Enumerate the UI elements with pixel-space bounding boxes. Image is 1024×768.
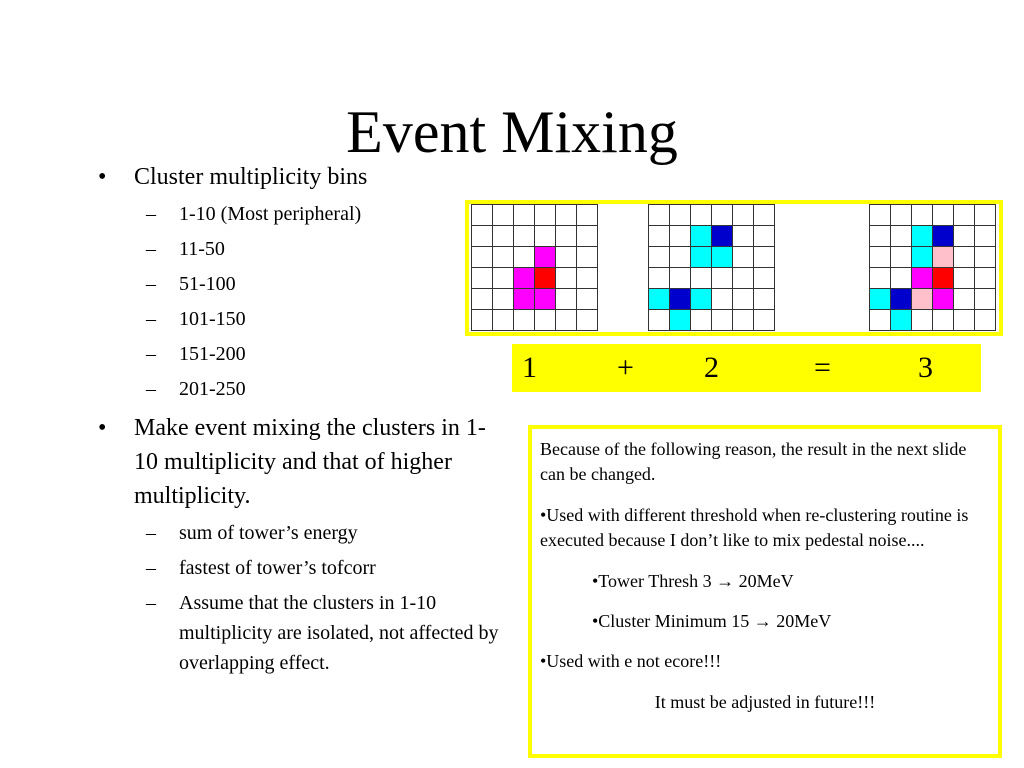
note-box <box>528 425 1002 758</box>
blue-tower <box>933 226 954 247</box>
empty-tower <box>975 205 996 226</box>
equation-result: 3 <box>918 351 933 384</box>
empty-tower <box>514 310 535 331</box>
pink-tower <box>912 289 933 310</box>
empty-tower <box>933 205 954 226</box>
magenta-tower <box>933 289 954 310</box>
empty-tower <box>754 247 775 268</box>
empty-tower <box>535 226 556 247</box>
empty-tower <box>870 247 891 268</box>
empty-tower <box>891 268 912 289</box>
empty-tower <box>954 268 975 289</box>
empty-tower <box>712 289 733 310</box>
dash-marker: – <box>146 592 156 614</box>
cyan-tower <box>912 247 933 268</box>
equation-term-1: 1 <box>522 351 537 384</box>
empty-tower <box>514 226 535 247</box>
empty-tower <box>670 268 691 289</box>
tower-grid-mixed-event <box>869 204 996 331</box>
empty-tower <box>870 310 891 331</box>
empty-tower <box>649 205 670 226</box>
bullet-marker: • <box>98 164 107 190</box>
empty-tower <box>912 310 933 331</box>
empty-tower <box>649 310 670 331</box>
empty-tower <box>493 289 514 310</box>
sub-bullet-item <box>96 234 506 264</box>
empty-tower <box>691 205 712 226</box>
cyan-tower <box>912 226 933 247</box>
empty-tower <box>733 310 754 331</box>
dash-marker: – <box>146 378 156 400</box>
empty-tower <box>472 268 493 289</box>
sub-bullet-text: 151-200 <box>179 343 246 365</box>
empty-tower <box>670 205 691 226</box>
empty-tower <box>954 205 975 226</box>
empty-tower <box>556 247 577 268</box>
empty-tower <box>493 310 514 331</box>
empty-tower <box>493 205 514 226</box>
bullet-item <box>96 411 506 513</box>
red-tower <box>933 268 954 289</box>
sub-bullet-text: Assume that the clusters in 1-10 multiplicity are isolated, not affected by overlapping effect. <box>179 592 499 674</box>
empty-tower <box>556 289 577 310</box>
empty-tower <box>493 268 514 289</box>
empty-tower <box>472 205 493 226</box>
cyan-tower <box>670 310 691 331</box>
note-paragraph: Because of the following reason, the result in the next slide can be changed. <box>540 439 967 484</box>
note-paragraph: •Used with different threshold when re-clustering routine is executed because I don’t like to mix pedestal noise.... <box>540 505 969 550</box>
empty-tower <box>954 226 975 247</box>
empty-tower <box>649 247 670 268</box>
cyan-tower <box>691 247 712 268</box>
dash-marker: – <box>146 308 156 330</box>
dash-marker: – <box>146 522 156 544</box>
magenta-tower <box>535 289 556 310</box>
empty-tower <box>712 205 733 226</box>
empty-tower <box>891 226 912 247</box>
empty-tower <box>556 205 577 226</box>
note-footer: It must be adjusted in future!!! <box>654 692 876 712</box>
empty-tower <box>975 226 996 247</box>
empty-tower <box>975 268 996 289</box>
sub-bullet-item <box>96 269 506 299</box>
dash-marker: – <box>146 238 156 260</box>
empty-tower <box>712 310 733 331</box>
blue-tower <box>712 226 733 247</box>
empty-tower <box>556 310 577 331</box>
magenta-tower <box>912 268 933 289</box>
empty-tower <box>514 247 535 268</box>
sub-bullet-item <box>96 588 506 678</box>
dash-marker: – <box>146 203 156 225</box>
empty-tower <box>577 247 598 268</box>
bullet-marker: • <box>98 415 107 441</box>
empty-tower <box>649 268 670 289</box>
empty-tower <box>535 205 556 226</box>
empty-tower <box>670 247 691 268</box>
empty-tower <box>870 226 891 247</box>
empty-tower <box>891 205 912 226</box>
empty-tower <box>870 205 891 226</box>
pink-tower <box>933 247 954 268</box>
red-tower <box>535 268 556 289</box>
empty-tower <box>493 226 514 247</box>
bullet-list <box>96 160 506 678</box>
empty-tower <box>733 247 754 268</box>
note-minimum-line: •Cluster Minimum 15 → 20MeV <box>592 611 832 631</box>
dash-marker: – <box>146 557 156 579</box>
empty-tower <box>649 226 670 247</box>
empty-tower <box>754 226 775 247</box>
tower-grid-event-2 <box>648 204 775 331</box>
empty-tower <box>712 268 733 289</box>
empty-tower <box>754 268 775 289</box>
mixing-equation <box>512 344 981 392</box>
equation-equals: = <box>814 351 831 384</box>
sub-bullet-text: 201-250 <box>179 378 246 400</box>
empty-tower <box>556 226 577 247</box>
empty-tower <box>870 268 891 289</box>
empty-tower <box>954 247 975 268</box>
cyan-tower <box>870 289 891 310</box>
magenta-tower <box>514 268 535 289</box>
empty-tower <box>472 247 493 268</box>
empty-tower <box>472 289 493 310</box>
cyan-tower <box>691 226 712 247</box>
dash-marker: – <box>146 273 156 295</box>
cyan-tower <box>712 247 733 268</box>
dash-marker: – <box>146 343 156 365</box>
tower-grid-event-1 <box>471 204 598 331</box>
empty-tower <box>577 226 598 247</box>
sub-bullet-item <box>96 304 506 334</box>
empty-tower <box>954 310 975 331</box>
empty-tower <box>754 289 775 310</box>
sub-bullet-item <box>96 518 506 548</box>
empty-tower <box>577 268 598 289</box>
empty-tower <box>691 310 712 331</box>
bullet-text: Cluster multiplicity bins <box>134 164 368 190</box>
empty-tower <box>670 226 691 247</box>
magenta-tower <box>514 289 535 310</box>
sub-bullet-item <box>96 339 506 369</box>
sub-bullet-text: 101-150 <box>179 308 246 330</box>
empty-tower <box>577 289 598 310</box>
sub-bullet-item <box>96 374 506 404</box>
cyan-tower <box>649 289 670 310</box>
empty-tower <box>754 205 775 226</box>
empty-tower <box>472 226 493 247</box>
sub-bullet-item <box>96 553 506 583</box>
equation-term-2: 2 <box>704 351 719 384</box>
sub-bullet-item <box>96 199 506 229</box>
empty-tower <box>556 268 577 289</box>
empty-tower <box>493 247 514 268</box>
empty-tower <box>933 310 954 331</box>
slide-title: Event Mixing <box>346 99 678 165</box>
empty-tower <box>577 205 598 226</box>
empty-tower <box>535 310 556 331</box>
empty-tower <box>975 289 996 310</box>
empty-tower <box>577 310 598 331</box>
empty-tower <box>733 289 754 310</box>
sub-bullet-text: 1-10 (Most peripheral) <box>179 203 362 225</box>
empty-tower <box>733 268 754 289</box>
empty-tower <box>975 310 996 331</box>
magenta-tower <box>535 247 556 268</box>
empty-tower <box>912 205 933 226</box>
sub-bullet-text: 51-100 <box>179 273 236 295</box>
bullet-item <box>96 160 506 194</box>
sub-bullet-text: fastest of tower’s tofcorr <box>179 557 376 579</box>
sub-bullet-text: sum of tower’s energy <box>179 522 358 544</box>
note-threshold-line: •Tower Thresh 3 → 20MeV <box>592 571 794 591</box>
note-paragraph: •Used with e not ecore!!! <box>540 651 722 671</box>
sub-bullet-text: 11-50 <box>179 238 225 260</box>
empty-tower <box>733 205 754 226</box>
empty-tower <box>691 268 712 289</box>
empty-tower <box>954 289 975 310</box>
cyan-tower <box>891 310 912 331</box>
empty-tower <box>514 205 535 226</box>
empty-tower <box>472 310 493 331</box>
empty-tower <box>754 310 775 331</box>
equation-plus: + <box>617 351 634 384</box>
empty-tower <box>975 247 996 268</box>
cyan-tower <box>691 289 712 310</box>
blue-tower <box>670 289 691 310</box>
empty-tower <box>733 226 754 247</box>
blue-tower <box>891 289 912 310</box>
empty-tower <box>891 247 912 268</box>
bullet-text: Make event mixing the clusters in 1-10 multiplicity and that of higher multiplicity. <box>134 415 486 509</box>
